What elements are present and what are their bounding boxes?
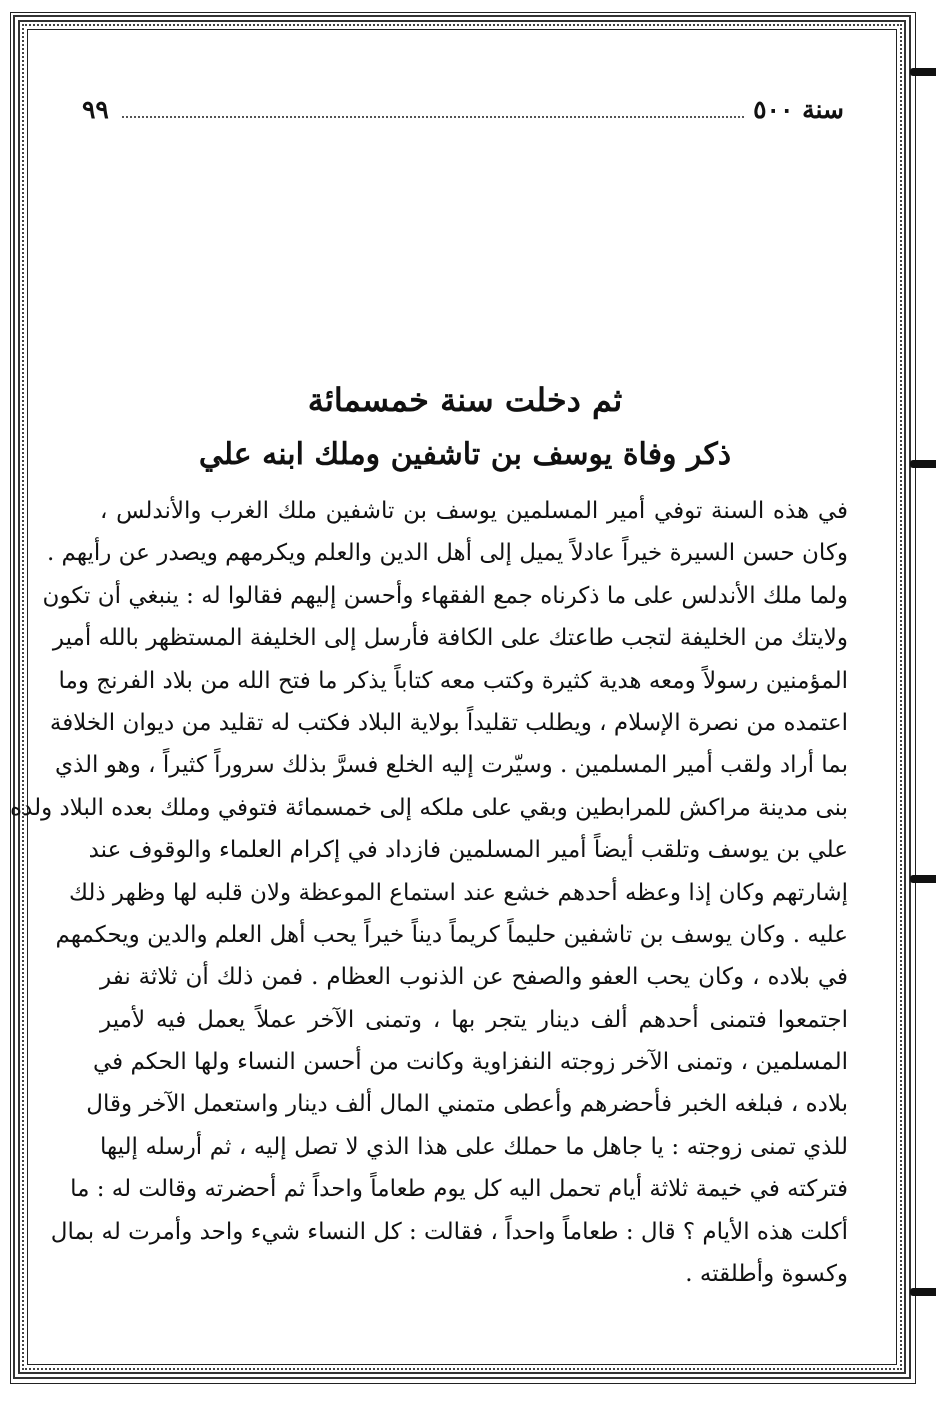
- body-line: ولايتك من الخليفة لتجب طاعتك على الكافة فأرسل إلى الخليفة المستظهر بالله أمير: [52, 625, 848, 652]
- header-title: سنة ٥٠٠: [753, 95, 844, 124]
- body-line: في بلاده ، وكان يحب العفو والصفح عن الذنوب العظام . فمن ذلك أن ثلاثة نفر: [100, 964, 848, 991]
- body-line: إشارتهم وكان إذا وعظه أحدهم خشع عند استماع الموعظة ولان قلبه لها وظهر ذلك: [68, 879, 848, 906]
- header-leader-dots: [122, 116, 744, 118]
- body-line: بنى مدينة مراكش للمرابطين وبقي على ملكه إلى خمسمائة فتوفي وملك بعده البلاد ولده: [9, 794, 848, 821]
- body-line: علي بن يوسف وتلقب أيضاً أمير المسلمين فازداد في إكرام العلماء والوقوف عند: [88, 837, 848, 864]
- body-line: أكلت هذه الأيام ؟ قال : طعاماً واحداً ، فقالت : كل النساء شيء واحد وأمرت له بمال: [50, 1218, 848, 1245]
- body-text: [9, 490, 848, 1295]
- body-line: المؤمنين رسولاً ومعه هدية كثيرة وكتب معه كتاباً يذكر ما فتح الله من بلاد الفرنج وما: [58, 667, 848, 694]
- body-line: وكان حسن السيرة خيراً عادلاً يميل إلى أهل الدين والعلم ويكرمهم ويصدر عن رأيهم .: [46, 540, 848, 567]
- body-line: عليه . وكان يوسف بن تاشفين حليماً كريماً ديناً خيراً يحب أهل العلم والدين ويحكمهم: [55, 921, 848, 948]
- body-line: اعتمده من نصرة الإسلام ، ويطلب تقليداً بولاية البلاد فكتب له تقليد من ديوان الخلافة: [49, 709, 848, 736]
- body-line: اجتمعوا فتمنى أحدهم ألف دينار يتجر بها ، وتمنى الآخر عملاً يعمل فيه لأمير: [100, 1006, 848, 1033]
- body-line: ولما ملك الأندلس على ما ذكرناه جمع الفقهاء وأحسن إليهم فقالوا له : ينبغي أن تكون: [42, 582, 848, 609]
- body-line: للذي تمنى زوجته : يا جاهل ما حملك على هذا الذي لا تصل إليه ، ثم أرسله إليها: [100, 1133, 848, 1160]
- body-line-last: وكسوة وأطلقته .: [685, 1261, 848, 1288]
- body-line: فتركته في خيمة ثلاثة أيام تحمل اليه كل يوم طعاماً واحداً ثم أحضرته وقالت له : ما: [70, 1176, 848, 1203]
- edge-mark-middle: [910, 875, 936, 883]
- section-heading: ذكر وفاة يوسف بن تاشفين وملك ابنه علي: [198, 437, 732, 472]
- page-number: ٩٩: [82, 95, 109, 124]
- edge-mark-lower: [910, 1288, 936, 1296]
- body-line: المسلمين ، وتمنى الآخر زوجته النفزاوية وكانت من أحسن النساء ولها الحكم في: [93, 1049, 848, 1076]
- chapter-heading: ثم دخلت سنة خمسمائة: [307, 381, 623, 419]
- edge-mark-upper: [910, 460, 936, 468]
- edge-mark-top: [910, 68, 936, 76]
- body-line: بما أراد ولقب أمير المسلمين . وسيّرت إليه الخلع فسرَّ بذلك سروراً كثيراً ، وهو الذي: [54, 752, 848, 779]
- body-line: بلاده ، فبلغه الخبر فأحضرهم وأعطى متمني المال ألف دينار واستعمل الآخر وقال: [86, 1091, 848, 1118]
- body-line: في هذه السنة توفي أمير المسلمين يوسف بن تاشفين ملك الغرب والأندلس ،: [100, 498, 848, 524]
- running-header: [82, 92, 844, 128]
